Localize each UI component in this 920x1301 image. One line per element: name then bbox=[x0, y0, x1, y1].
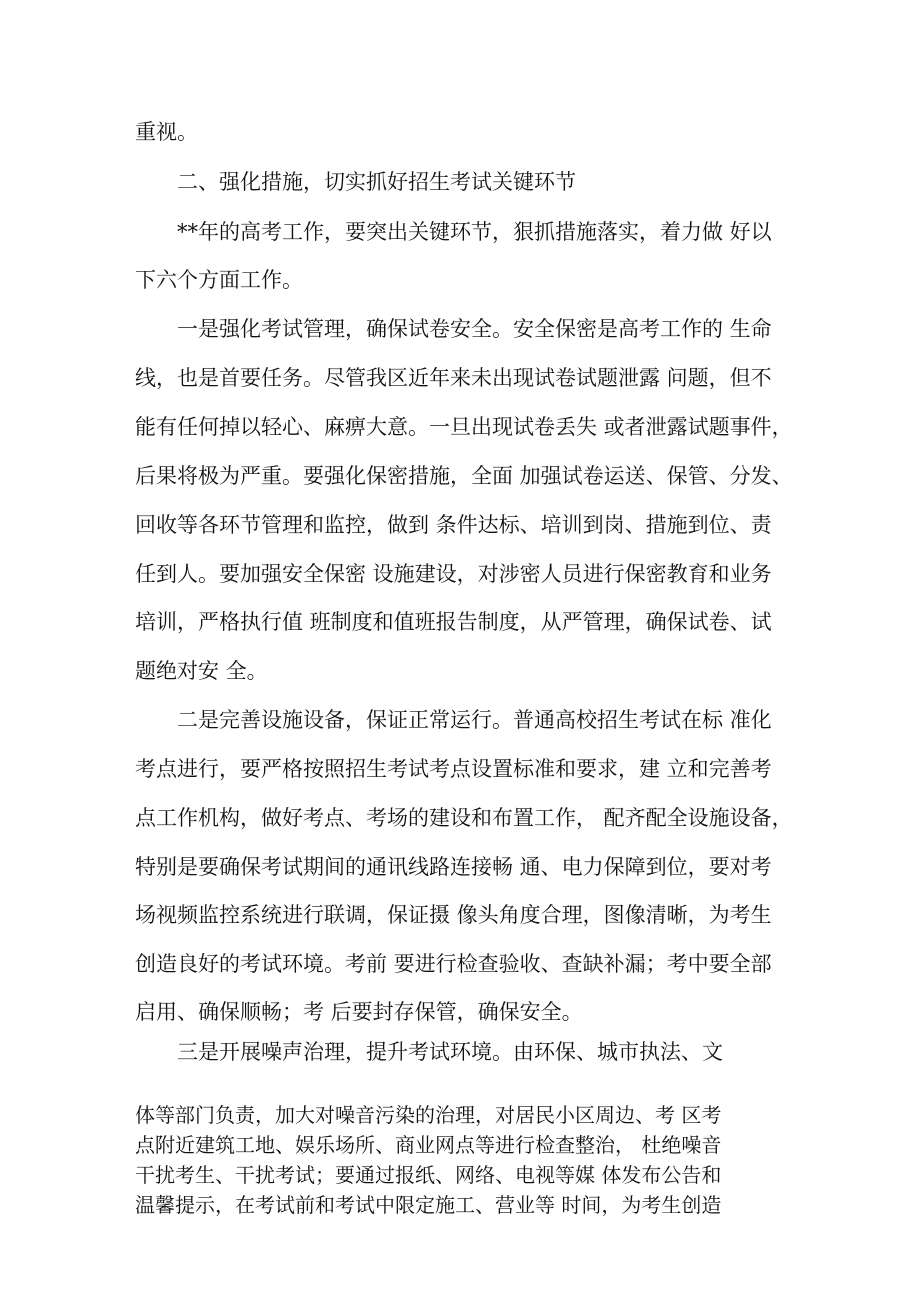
text-line: 回收等各环节管理和监控，做到 条件达标、培训到岗、措施到位、责 bbox=[135, 513, 772, 537]
text-line: 线，也是首要任务。尽管我区近年来未出现试卷试题泄露 问题，但不 bbox=[135, 366, 772, 390]
text-line: 点附近建筑工地、娱乐场所、商业网点等进行检查整治， 杜绝噪音 bbox=[135, 1133, 722, 1157]
text-line: 任到人。要加强安全保密 设施建设，对涉密人员进行保密教育和业务 bbox=[135, 562, 772, 586]
text-line: 干扰考生、干扰考试；要通过报纸、网络、电视等媒 体发布公告和 bbox=[135, 1163, 722, 1187]
text-line: **年的高考工作，要突出关键环节，狠抓措施落实，着力做 好以 bbox=[177, 220, 772, 244]
text-line: 特别是要确保考试期间的通讯线路连接畅 通、电力保障到位，要对考 bbox=[135, 855, 772, 879]
text-line: 启用、确保顺畅；考 后要封存保管，确保安全。 bbox=[135, 1000, 583, 1024]
text-line: 考点进行，要严格按照招生考试考点设置标准和要求，建 立和完善考 bbox=[135, 757, 772, 781]
text-line: 下六个方面工作。 bbox=[135, 268, 303, 292]
text-line: 一是强化考试管理，确保试卷安全。安全保密是高考工作的 生命 bbox=[177, 317, 772, 341]
text-line: 重视。 bbox=[135, 120, 198, 144]
text-line: 后果将极为严重。要强化保密措施，全面 加强试卷运送、保管、分发、 bbox=[135, 464, 793, 488]
text-line: 能有任何掉以轻心、麻痹大意。一旦出现试卷丢失 或者泄露试题事件， bbox=[135, 415, 793, 439]
text-line: 温馨提示，在考试前和考试中限定施工、营业等 时间，为考生创造 bbox=[135, 1193, 722, 1217]
section-heading: 二、强化措施，切实抓好招生考试关键环节 bbox=[177, 170, 576, 194]
text-line: 三是开展噪声治理，提升考试环境。由环保、城市执法、文 bbox=[177, 1040, 723, 1064]
text-line: 点工作机构，做好考点、考场的建设和布置工作， 配齐配全设施设备， bbox=[135, 806, 793, 830]
text-line: 题绝对安 全。 bbox=[135, 659, 268, 683]
text-line: 场视频监控系统进行联调，保证摄 像头角度合理，图像清晰，为考生 bbox=[135, 903, 772, 927]
text-line: 创造良好的考试环境。考前 要进行检查验收、查缺补漏；考中要全部 bbox=[135, 952, 772, 976]
text-line: 培训，严格执行值 班制度和值班报告制度，从严管理，确保试卷、试 bbox=[135, 610, 772, 634]
text-line: 二是完善设施设备，保证正常运行。普通高校招生考试在标 准化 bbox=[177, 708, 772, 732]
text-line: 体等部门负责，加大对噪音污染的治理，对居民小区周边、考 区考 bbox=[135, 1103, 722, 1127]
